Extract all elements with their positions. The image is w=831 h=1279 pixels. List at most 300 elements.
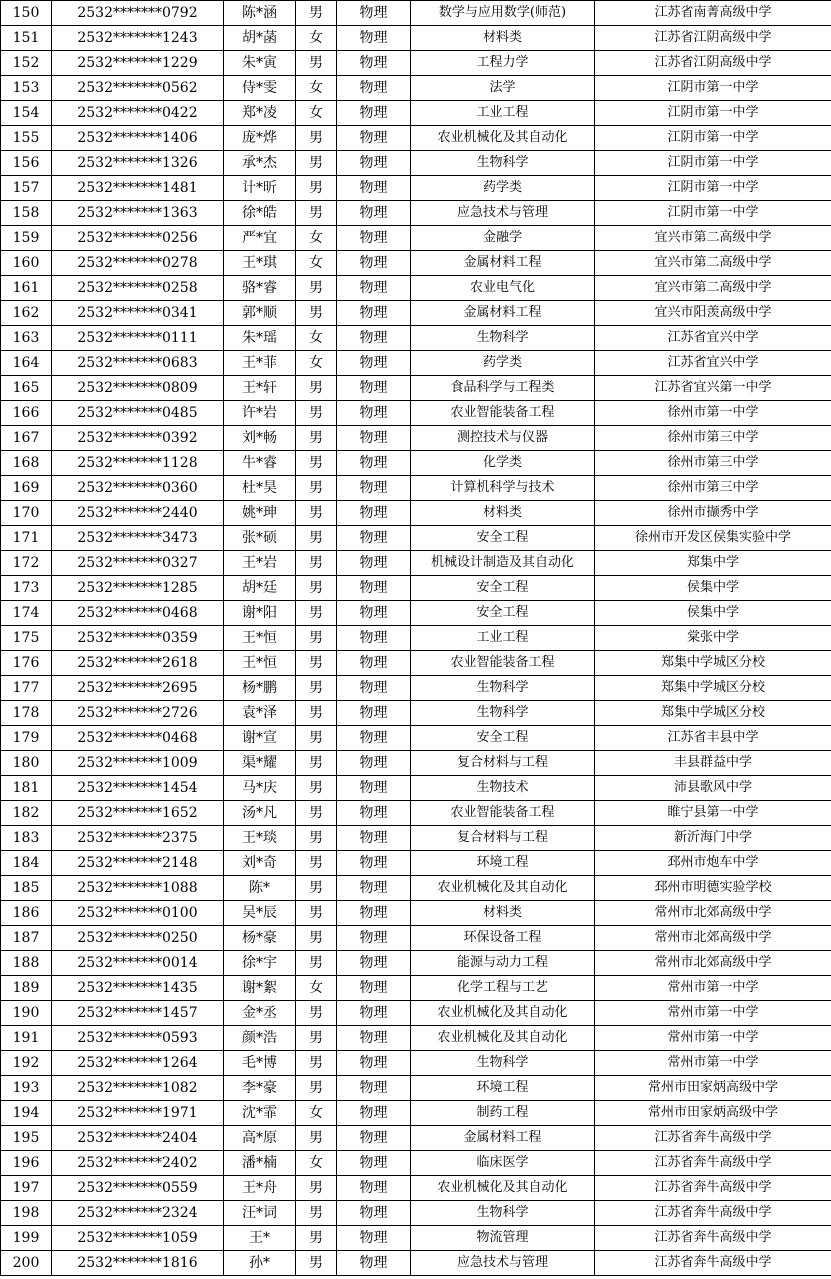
exam-id-cell: 2532*******1457: [52, 1001, 224, 1026]
exam-id-cell: 2532*******1652: [52, 801, 224, 826]
student-name-cell: 张*硕: [224, 526, 296, 551]
student-name-cell: 骆*睿: [224, 276, 296, 301]
exam-id-cell: 2532*******1264: [52, 1051, 224, 1076]
subject-cell: 物理: [337, 626, 411, 651]
subject-cell: 物理: [337, 801, 411, 826]
subject-cell: 物理: [337, 1076, 411, 1101]
major-cell: 农业机械化及其自动化: [411, 1026, 595, 1051]
student-name-cell: 陈*涵: [224, 1, 296, 26]
table-row: [1, 201, 831, 226]
subject-cell: 物理: [337, 851, 411, 876]
major-cell: 药学类: [411, 176, 595, 201]
student-name-cell: 侍*雯: [224, 76, 296, 101]
school-cell: 宜兴市第二高级中学: [595, 251, 831, 276]
major-cell: 农业电气化: [411, 276, 595, 301]
gender-cell: 男: [296, 926, 337, 951]
subject-cell: 物理: [337, 701, 411, 726]
school-cell: 常州市田家炳高级中学: [595, 1076, 831, 1101]
row-number-cell: 194: [1, 1101, 52, 1126]
gender-cell: 男: [296, 1076, 337, 1101]
major-cell: 材料类: [411, 26, 595, 51]
subject-cell: 物理: [337, 1176, 411, 1201]
major-cell: 农业智能装备工程: [411, 401, 595, 426]
school-cell: 郑集中学: [595, 551, 831, 576]
table-row: [1, 576, 831, 601]
exam-id-cell: 2532*******0256: [52, 226, 224, 251]
school-cell: 江苏省奔牛高级中学: [595, 1226, 831, 1251]
school-cell: 江阴市第一中学: [595, 126, 831, 151]
row-number-cell: 173: [1, 576, 52, 601]
exam-id-cell: 2532*******0014: [52, 951, 224, 976]
school-cell: 江阴市第一中学: [595, 101, 831, 126]
school-cell: 江阴市第一中学: [595, 76, 831, 101]
student-name-cell: 陈*: [224, 876, 296, 901]
major-cell: 应急技术与管理: [411, 1251, 595, 1276]
school-cell: 沛县歌风中学: [595, 776, 831, 801]
table-row: [1, 676, 831, 701]
table-row: [1, 951, 831, 976]
row-number-cell: 160: [1, 251, 52, 276]
row-number-cell: 161: [1, 276, 52, 301]
exam-id-cell: 2532*******1816: [52, 1251, 224, 1276]
subject-cell: 物理: [337, 1001, 411, 1026]
exam-id-cell: 2532*******0593: [52, 1026, 224, 1051]
student-name-cell: 徐*宇: [224, 951, 296, 976]
exam-id-cell: 2532*******1363: [52, 201, 224, 226]
row-number-cell: 150: [1, 1, 52, 26]
student-name-cell: 王*恒: [224, 626, 296, 651]
student-name-cell: 谢*絮: [224, 976, 296, 1001]
student-name-cell: 王*: [224, 1226, 296, 1251]
table-row: [1, 826, 831, 851]
school-cell: 宜兴市第二高级中学: [595, 276, 831, 301]
gender-cell: 男: [296, 501, 337, 526]
school-cell: 徐州市第三中学: [595, 426, 831, 451]
subject-cell: 物理: [337, 276, 411, 301]
student-name-cell: 刘*奇: [224, 851, 296, 876]
exam-id-cell: 2532*******1082: [52, 1076, 224, 1101]
gender-cell: 女: [296, 351, 337, 376]
row-number-cell: 200: [1, 1251, 52, 1276]
major-cell: 安全工程: [411, 576, 595, 601]
school-cell: 江苏省江阴高级中学: [595, 51, 831, 76]
table-row: [1, 151, 831, 176]
row-number-cell: 153: [1, 76, 52, 101]
student-name-cell: 杨*豪: [224, 926, 296, 951]
gender-cell: 女: [296, 226, 337, 251]
school-cell: 江阴市第一中学: [595, 201, 831, 226]
student-name-cell: 王*岩: [224, 551, 296, 576]
major-cell: 金属材料工程: [411, 1126, 595, 1151]
table-body: [1, 1, 831, 1276]
student-name-cell: 承*杰: [224, 151, 296, 176]
exam-id-cell: 2532*******0809: [52, 376, 224, 401]
row-number-cell: 172: [1, 551, 52, 576]
student-name-cell: 颜*浩: [224, 1026, 296, 1051]
student-name-cell: 潘*楠: [224, 1151, 296, 1176]
school-cell: 徐州市开发区侯集实验中学: [595, 526, 831, 551]
exam-id-cell: 2532*******1285: [52, 576, 224, 601]
row-number-cell: 184: [1, 851, 52, 876]
student-name-cell: 王*舟: [224, 1176, 296, 1201]
gender-cell: 女: [296, 326, 337, 351]
exam-id-cell: 2532*******0422: [52, 101, 224, 126]
student-name-cell: 王*琰: [224, 826, 296, 851]
major-cell: 复合材料与工程: [411, 826, 595, 851]
exam-id-cell: 2532*******1454: [52, 776, 224, 801]
student-name-cell: 王*轩: [224, 376, 296, 401]
exam-id-cell: 2532*******1435: [52, 976, 224, 1001]
row-number-cell: 191: [1, 1026, 52, 1051]
gender-cell: 男: [296, 276, 337, 301]
row-number-cell: 186: [1, 901, 52, 926]
major-cell: 金属材料工程: [411, 301, 595, 326]
subject-cell: 物理: [337, 226, 411, 251]
table-row: [1, 76, 831, 101]
school-cell: 江苏省奔牛高级中学: [595, 1126, 831, 1151]
student-name-cell: 汤*凡: [224, 801, 296, 826]
table-row: [1, 1251, 831, 1276]
subject-cell: 物理: [337, 726, 411, 751]
gender-cell: 男: [296, 576, 337, 601]
row-number-cell: 158: [1, 201, 52, 226]
table-row: [1, 1201, 831, 1226]
gender-cell: 男: [296, 1, 337, 26]
gender-cell: 男: [296, 751, 337, 776]
school-cell: 江苏省江阴高级中学: [595, 26, 831, 51]
major-cell: 生物科学: [411, 1201, 595, 1226]
school-cell: 江苏省奔牛高级中学: [595, 1201, 831, 1226]
table-row: [1, 1001, 831, 1026]
school-cell: 郑集中学城区分校: [595, 651, 831, 676]
row-number-cell: 157: [1, 176, 52, 201]
subject-cell: 物理: [337, 1051, 411, 1076]
gender-cell: 男: [296, 1201, 337, 1226]
subject-cell: 物理: [337, 651, 411, 676]
row-number-cell: 174: [1, 601, 52, 626]
subject-cell: 物理: [337, 876, 411, 901]
major-cell: 法学: [411, 76, 595, 101]
table-row: [1, 1026, 831, 1051]
table-row: [1, 776, 831, 801]
gender-cell: 男: [296, 476, 337, 501]
major-cell: 安全工程: [411, 601, 595, 626]
subject-cell: 物理: [337, 476, 411, 501]
exam-id-cell: 2532*******2440: [52, 501, 224, 526]
school-cell: 常州市第一中学: [595, 1026, 831, 1051]
gender-cell: 男: [296, 601, 337, 626]
gender-cell: 男: [296, 1001, 337, 1026]
student-name-cell: 李*豪: [224, 1076, 296, 1101]
table-row: [1, 501, 831, 526]
subject-cell: 物理: [337, 101, 411, 126]
gender-cell: 男: [296, 826, 337, 851]
school-cell: 侯集中学: [595, 601, 831, 626]
major-cell: 生物科学: [411, 1051, 595, 1076]
row-number-cell: 167: [1, 426, 52, 451]
table-row: [1, 301, 831, 326]
table-row: [1, 701, 831, 726]
student-name-cell: 孙*: [224, 1251, 296, 1276]
subject-cell: 物理: [337, 1151, 411, 1176]
exam-id-cell: 2532*******1481: [52, 176, 224, 201]
school-cell: 常州市第一中学: [595, 1001, 831, 1026]
school-cell: 常州市北郊高级中学: [595, 926, 831, 951]
school-cell: 丰县群益中学: [595, 751, 831, 776]
table-row: [1, 51, 831, 76]
school-cell: 江苏省奔牛高级中学: [595, 1151, 831, 1176]
gender-cell: 男: [296, 1226, 337, 1251]
exam-id-cell: 2532*******2726: [52, 701, 224, 726]
row-number-cell: 185: [1, 876, 52, 901]
table-row: [1, 1076, 831, 1101]
table-row: [1, 251, 831, 276]
row-number-cell: 162: [1, 301, 52, 326]
major-cell: 能源与动力工程: [411, 951, 595, 976]
exam-id-cell: 2532*******1088: [52, 876, 224, 901]
major-cell: 药学类: [411, 351, 595, 376]
school-cell: 徐州市第三中学: [595, 476, 831, 501]
subject-cell: 物理: [337, 601, 411, 626]
row-number-cell: 178: [1, 701, 52, 726]
exam-id-cell: 2532*******0559: [52, 1176, 224, 1201]
table-row: [1, 526, 831, 551]
student-name-cell: 渠*耀: [224, 751, 296, 776]
student-name-cell: 朱*瑶: [224, 326, 296, 351]
subject-cell: 物理: [337, 676, 411, 701]
gender-cell: 男: [296, 176, 337, 201]
major-cell: 农业机械化及其自动化: [411, 876, 595, 901]
school-cell: 常州市北郊高级中学: [595, 901, 831, 926]
table-row: [1, 1151, 831, 1176]
major-cell: 金融学: [411, 226, 595, 251]
student-name-cell: 王*恒: [224, 651, 296, 676]
row-number-cell: 151: [1, 26, 52, 51]
gender-cell: 女: [296, 26, 337, 51]
exam-id-cell: 2532*******2618: [52, 651, 224, 676]
major-cell: 农业机械化及其自动化: [411, 1001, 595, 1026]
exam-id-cell: 2532*******3473: [52, 526, 224, 551]
gender-cell: 男: [296, 301, 337, 326]
table-row: [1, 276, 831, 301]
gender-cell: 男: [296, 201, 337, 226]
gender-cell: 男: [296, 951, 337, 976]
major-cell: 工业工程: [411, 101, 595, 126]
major-cell: 环境工程: [411, 851, 595, 876]
table-row: [1, 1051, 831, 1076]
school-cell: 徐州市第三中学: [595, 451, 831, 476]
student-name-cell: 杜*昊: [224, 476, 296, 501]
exam-id-cell: 2532*******0278: [52, 251, 224, 276]
school-cell: 棠张中学: [595, 626, 831, 651]
school-cell: 江苏省宜兴中学: [595, 351, 831, 376]
major-cell: 农业机械化及其自动化: [411, 1176, 595, 1201]
table-row: [1, 726, 831, 751]
school-cell: 徐州市第一中学: [595, 401, 831, 426]
subject-cell: 物理: [337, 1026, 411, 1051]
student-name-cell: 金*丞: [224, 1001, 296, 1026]
student-name-cell: 吴*辰: [224, 901, 296, 926]
exam-id-cell: 2532*******0111: [52, 326, 224, 351]
major-cell: 临床医学: [411, 1151, 595, 1176]
gender-cell: 男: [296, 1026, 337, 1051]
gender-cell: 男: [296, 851, 337, 876]
row-number-cell: 168: [1, 451, 52, 476]
subject-cell: 物理: [337, 1126, 411, 1151]
exam-id-cell: 2532*******0683: [52, 351, 224, 376]
table-row: [1, 976, 831, 1001]
gender-cell: 男: [296, 126, 337, 151]
student-name-cell: 许*岩: [224, 401, 296, 426]
school-cell: 睢宁县第一中学: [595, 801, 831, 826]
major-cell: 生物技术: [411, 776, 595, 801]
major-cell: 复合材料与工程: [411, 751, 595, 776]
subject-cell: 物理: [337, 301, 411, 326]
subject-cell: 物理: [337, 151, 411, 176]
gender-cell: 女: [296, 1101, 337, 1126]
table-row: [1, 801, 831, 826]
table-row: [1, 926, 831, 951]
exam-id-cell: 2532*******0562: [52, 76, 224, 101]
row-number-cell: 165: [1, 376, 52, 401]
table-row: [1, 451, 831, 476]
school-cell: 常州市第一中学: [595, 976, 831, 1001]
major-cell: 测控技术与仪器: [411, 426, 595, 451]
school-cell: 徐州市撷秀中学: [595, 501, 831, 526]
school-cell: 江苏省奔牛高级中学: [595, 1176, 831, 1201]
major-cell: 金属材料工程: [411, 251, 595, 276]
row-number-cell: 199: [1, 1226, 52, 1251]
student-name-cell: 毛*博: [224, 1051, 296, 1076]
exam-id-cell: 2532*******0359: [52, 626, 224, 651]
exam-id-cell: 2532*******1059: [52, 1226, 224, 1251]
exam-id-cell: 2532*******1243: [52, 26, 224, 51]
subject-cell: 物理: [337, 576, 411, 601]
student-name-cell: 谢*阳: [224, 601, 296, 626]
row-number-cell: 166: [1, 401, 52, 426]
gender-cell: 女: [296, 976, 337, 1001]
table-row: [1, 476, 831, 501]
row-number-cell: 187: [1, 926, 52, 951]
row-number-cell: 159: [1, 226, 52, 251]
school-cell: 江苏省奔牛高级中学: [595, 1251, 831, 1276]
table-row: [1, 351, 831, 376]
major-cell: 化学类: [411, 451, 595, 476]
exam-id-cell: 2532*******2324: [52, 1201, 224, 1226]
gender-cell: 男: [296, 1251, 337, 1276]
exam-id-cell: 2532*******0327: [52, 551, 224, 576]
student-name-cell: 严*宜: [224, 226, 296, 251]
row-number-cell: 177: [1, 676, 52, 701]
table-row: [1, 176, 831, 201]
exam-id-cell: 2532*******2375: [52, 826, 224, 851]
exam-id-cell: 2532*******1009: [52, 751, 224, 776]
school-cell: 江苏省丰县中学: [595, 726, 831, 751]
exam-id-cell: 2532*******0392: [52, 426, 224, 451]
subject-cell: 物理: [337, 776, 411, 801]
row-number-cell: 164: [1, 351, 52, 376]
exam-id-cell: 2532*******2695: [52, 676, 224, 701]
exam-id-cell: 2532*******0250: [52, 926, 224, 951]
student-name-cell: 牛*睿: [224, 451, 296, 476]
row-number-cell: 183: [1, 826, 52, 851]
gender-cell: 女: [296, 76, 337, 101]
major-cell: 工程力学: [411, 51, 595, 76]
row-number-cell: 175: [1, 626, 52, 651]
school-cell: 宜兴市第二高级中学: [595, 226, 831, 251]
row-number-cell: 171: [1, 526, 52, 551]
row-number-cell: 188: [1, 951, 52, 976]
gender-cell: 男: [296, 876, 337, 901]
gender-cell: 男: [296, 651, 337, 676]
subject-cell: 物理: [337, 376, 411, 401]
gender-cell: 男: [296, 701, 337, 726]
subject-cell: 物理: [337, 926, 411, 951]
major-cell: 环保设备工程: [411, 926, 595, 951]
table-row: [1, 426, 831, 451]
student-name-cell: 朱*寅: [224, 51, 296, 76]
row-number-cell: 192: [1, 1051, 52, 1076]
school-cell: 江阴市第一中学: [595, 151, 831, 176]
subject-cell: 物理: [337, 901, 411, 926]
table-row: [1, 751, 831, 776]
gender-cell: 男: [296, 1051, 337, 1076]
major-cell: 制药工程: [411, 1101, 595, 1126]
table-row: [1, 876, 831, 901]
major-cell: 农业智能装备工程: [411, 651, 595, 676]
school-cell: 江苏省宜兴第一中学: [595, 376, 831, 401]
school-cell: 江阴市第一中学: [595, 176, 831, 201]
exam-id-cell: 2532*******2402: [52, 1151, 224, 1176]
subject-cell: 物理: [337, 1101, 411, 1126]
row-number-cell: 197: [1, 1176, 52, 1201]
student-name-cell: 胡*廷: [224, 576, 296, 601]
row-number-cell: 196: [1, 1151, 52, 1176]
row-number-cell: 181: [1, 776, 52, 801]
major-cell: 计算机科学与技术: [411, 476, 595, 501]
gender-cell: 男: [296, 776, 337, 801]
major-cell: 生物科学: [411, 151, 595, 176]
subject-cell: 物理: [337, 451, 411, 476]
subject-cell: 物理: [337, 51, 411, 76]
subject-cell: 物理: [337, 251, 411, 276]
row-number-cell: 170: [1, 501, 52, 526]
subject-cell: 物理: [337, 951, 411, 976]
table-row: [1, 651, 831, 676]
table-row: [1, 601, 831, 626]
student-name-cell: 庞*烨: [224, 126, 296, 151]
exam-id-cell: 2532*******0468: [52, 726, 224, 751]
table-row: [1, 1176, 831, 1201]
subject-cell: 物理: [337, 176, 411, 201]
table-row: [1, 376, 831, 401]
student-name-cell: 杨*鹏: [224, 676, 296, 701]
student-name-cell: 胡*菡: [224, 26, 296, 51]
subject-cell: 物理: [337, 76, 411, 101]
major-cell: 生物科学: [411, 701, 595, 726]
major-cell: 机械设计制造及其自动化: [411, 551, 595, 576]
gender-cell: 男: [296, 626, 337, 651]
exam-id-cell: 2532*******0258: [52, 276, 224, 301]
exam-id-cell: 2532*******0468: [52, 601, 224, 626]
student-name-cell: 袁*泽: [224, 701, 296, 726]
gender-cell: 女: [296, 101, 337, 126]
table-row: [1, 1226, 831, 1251]
school-cell: 常州市第一中学: [595, 1051, 831, 1076]
subject-cell: 物理: [337, 976, 411, 1001]
student-name-cell: 马*庆: [224, 776, 296, 801]
row-number-cell: 152: [1, 51, 52, 76]
